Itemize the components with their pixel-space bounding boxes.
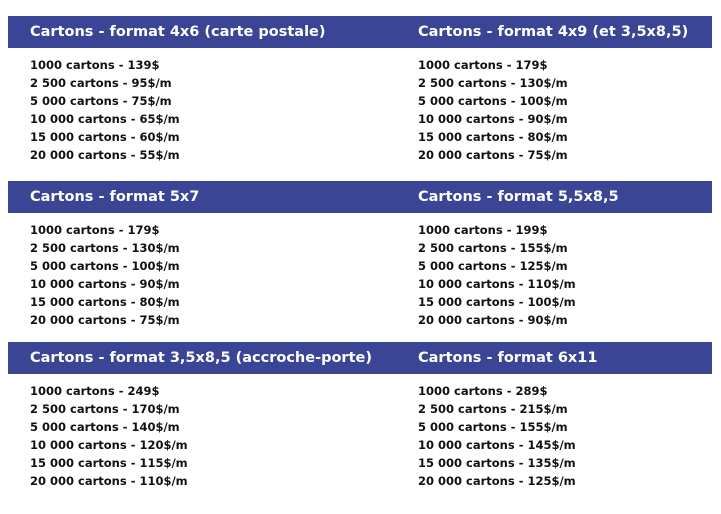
price-item: 10 000 cartons - 110$/m: [418, 277, 576, 291]
price-item: 5 000 cartons - 100$/m: [30, 259, 180, 273]
section-header-3: [8, 342, 712, 374]
price-list-6x11: [418, 382, 576, 490]
price-item: 1000 cartons - 249$: [30, 384, 160, 398]
price-list-5x7: [30, 221, 180, 329]
price-list-5-5x8-5: [418, 221, 576, 329]
price-item: 15 000 cartons - 80$/m: [30, 295, 180, 309]
price-item: 1000 cartons - 289$: [418, 384, 548, 398]
price-item: 2 500 cartons - 130$/m: [30, 241, 180, 255]
price-item: 5 000 cartons - 140$/m: [30, 420, 180, 434]
price-item: 1000 cartons - 179$: [30, 223, 160, 237]
price-item: 20 000 cartons - 75$/m: [418, 148, 568, 162]
price-item: 1000 cartons - 199$: [418, 223, 548, 237]
price-item: 20 000 cartons - 125$/m: [418, 474, 576, 488]
section-title-4x9: Cartons - format 4x9 (et 3,5x8,5): [418, 24, 689, 40]
section-title-5-5x8-5: Cartons - format 5,5x8,5: [418, 189, 619, 205]
price-list-4x9: [418, 56, 568, 164]
price-item: 15 000 cartons - 135$/m: [418, 456, 576, 470]
section-header-1: [8, 16, 712, 48]
price-item: 5 000 cartons - 100$/m: [418, 94, 568, 108]
section-title-6x11: Cartons - format 6x11: [418, 350, 598, 366]
price-item: 15 000 cartons - 100$/m: [418, 295, 576, 309]
price-item: 1000 cartons - 139$: [30, 58, 160, 72]
price-item: 5 000 cartons - 125$/m: [418, 259, 568, 273]
price-item: 5 000 cartons - 155$/m: [418, 420, 568, 434]
price-list-3-5x8-5: [30, 382, 188, 490]
price-item: 2 500 cartons - 130$/m: [418, 76, 568, 90]
price-item: 20 000 cartons - 110$/m: [30, 474, 188, 488]
price-item: 5 000 cartons - 75$/m: [30, 94, 172, 108]
section-header-2: [8, 181, 712, 213]
price-item: 10 000 cartons - 120$/m: [30, 438, 188, 452]
price-list-4x6: [30, 56, 180, 164]
price-item: 2 500 cartons - 95$/m: [30, 76, 172, 90]
section-title-3-5x8-5: Cartons - format 3,5x8,5 (accroche-porte): [30, 350, 372, 366]
price-item: 20 000 cartons - 90$/m: [418, 313, 568, 327]
price-item: 10 000 cartons - 90$/m: [418, 112, 568, 126]
price-item: 20 000 cartons - 55$/m: [30, 148, 180, 162]
price-item: 15 000 cartons - 60$/m: [30, 130, 180, 144]
price-item: 2 500 cartons - 155$/m: [418, 241, 568, 255]
price-item: 10 000 cartons - 65$/m: [30, 112, 180, 126]
price-item: 2 500 cartons - 215$/m: [418, 402, 568, 416]
price-item: 20 000 cartons - 75$/m: [30, 313, 180, 327]
price-item: 2 500 cartons - 170$/m: [30, 402, 180, 416]
price-item: 1000 cartons - 179$: [418, 58, 548, 72]
price-item: 10 000 cartons - 145$/m: [418, 438, 576, 452]
price-item: 15 000 cartons - 115$/m: [30, 456, 188, 470]
price-item: 15 000 cartons - 80$/m: [418, 130, 568, 144]
section-title-4x6: Cartons - format 4x6 (carte postale): [30, 24, 326, 40]
section-title-5x7: Cartons - format 5x7: [30, 189, 200, 205]
price-item: 10 000 cartons - 90$/m: [30, 277, 180, 291]
